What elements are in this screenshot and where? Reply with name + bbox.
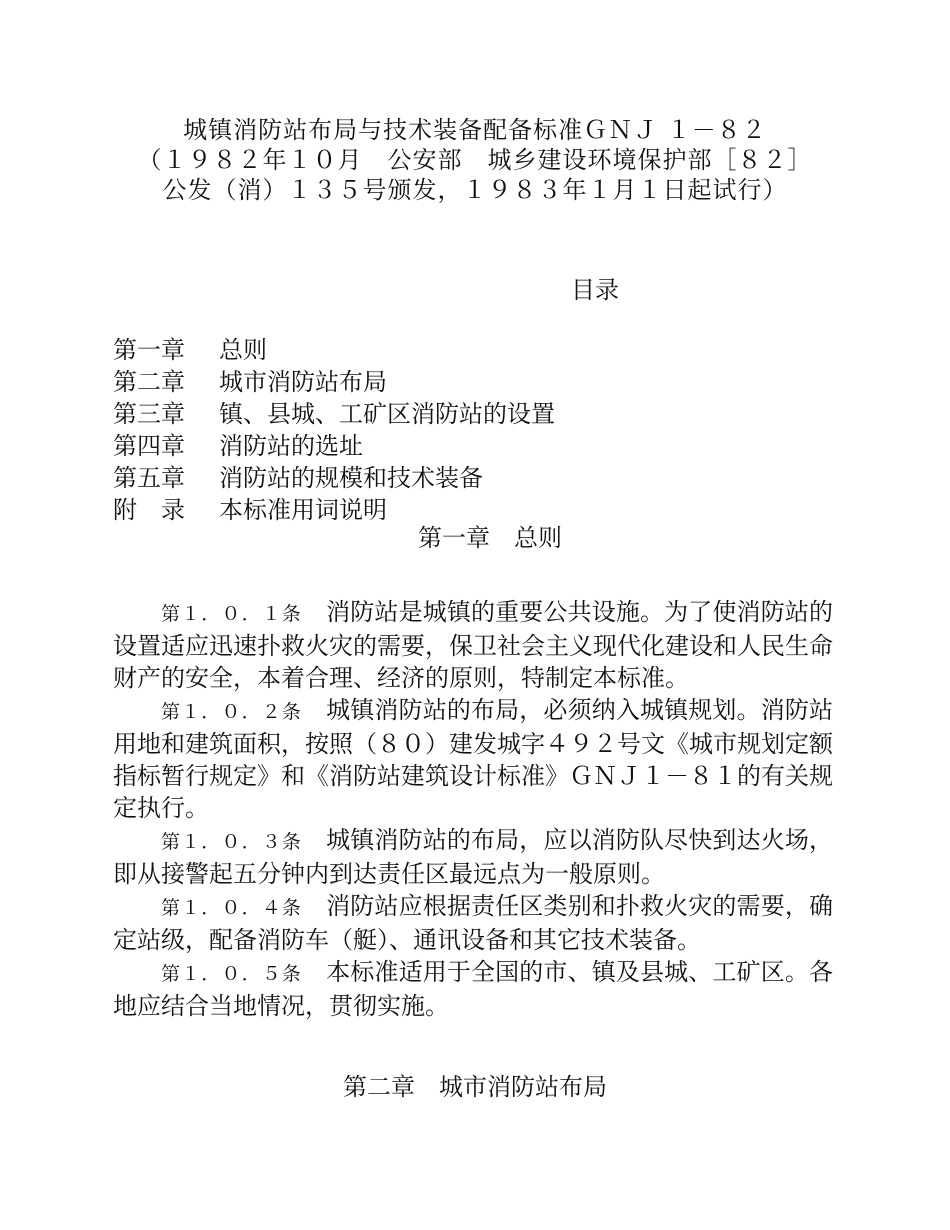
- toc-item-title: 消防站的规模和技术装备: [219, 464, 483, 492]
- toc-item-title: 本标准用词说明: [219, 496, 387, 524]
- toc-item-number: 第一章: [113, 336, 185, 364]
- title-line-1: 城镇消防站布局与技术装备配备标准ＧＮＪ １－８２: [183, 116, 767, 144]
- article-paragraph: [113, 824, 833, 890]
- article-paragraph: [113, 956, 833, 1022]
- toc-item-title: 总则: [219, 336, 267, 364]
- toc-item[interactable]: [113, 398, 813, 430]
- title-line-2: （１９８２年１０月 公安部 城乡建设环境保护部［８２］: [137, 146, 813, 174]
- toc-item-title: 消防站的选址: [219, 432, 363, 460]
- article-number: 第１．０．５条: [161, 963, 302, 985]
- chapter-1-articles: [113, 596, 833, 1022]
- article-number: 第１．０．３条: [161, 831, 302, 853]
- article-text: 城镇消防站的布局，必须纳入城镇规划。消防站用地和建筑面积，按照（８０）建发城字４９２号文《城市规划定额指标暂行规定》和《消防站建筑设计标准》ＧＮＪ１－８１的有关规定执行。: [113, 696, 833, 822]
- article-text: 本标准适用于全国的市、镇及县城、工矿区。各地应结合当地情况，贯彻实施。: [113, 958, 833, 1020]
- article-number: 第１．０．１条: [161, 603, 302, 625]
- toc-item-number: 第二章: [113, 368, 185, 396]
- toc-item[interactable]: [113, 462, 813, 494]
- chapter-1-heading: 第一章 总则: [418, 524, 562, 552]
- article-paragraph: [113, 890, 833, 956]
- toc-item-number: 附 录: [113, 496, 185, 524]
- article-number: 第１．０．２条: [161, 701, 302, 723]
- toc-item[interactable]: [113, 430, 813, 462]
- title-line-3: 公发（消）１３５号颁发，１９８３年１月１日起试行）: [162, 176, 788, 204]
- toc-item-number: 第三章: [113, 400, 185, 428]
- toc-item[interactable]: [113, 366, 813, 398]
- toc-item[interactable]: [113, 334, 813, 366]
- article-paragraph: [113, 694, 833, 824]
- article-paragraph: [113, 596, 833, 694]
- chapter-2-heading: 第二章 城市消防站布局: [343, 1073, 607, 1101]
- article-text: 消防站应根据责任区类别和扑救火灾的需要，确定站级，配备消防车（艇）、通讯设备和其它技术装备。: [113, 892, 833, 954]
- toc-item-title: 城市消防站布局: [219, 368, 387, 396]
- article-number: 第１．０．４条: [161, 897, 302, 919]
- document-title-block: [120, 115, 830, 205]
- toc-heading: 目录: [571, 276, 619, 304]
- table-of-contents: [113, 334, 813, 526]
- toc-item-number: 第四章: [113, 432, 185, 460]
- article-text: 消防站是城镇的重要公共设施。为了使消防站的设置适应迅速扑救火灾的需要，保卫社会主义现代化建设和人民生命财产的安全，本着合理、经济的原则，特制定本标准。: [113, 598, 833, 692]
- toc-item-title: 镇、县城、工矿区消防站的设置: [219, 400, 555, 428]
- toc-item-number: 第五章: [113, 464, 185, 492]
- article-text: 城镇消防站的布局，应以消防队尽快到达火场，即从接警起五分钟内到达责任区最远点为一般原则。: [113, 826, 833, 888]
